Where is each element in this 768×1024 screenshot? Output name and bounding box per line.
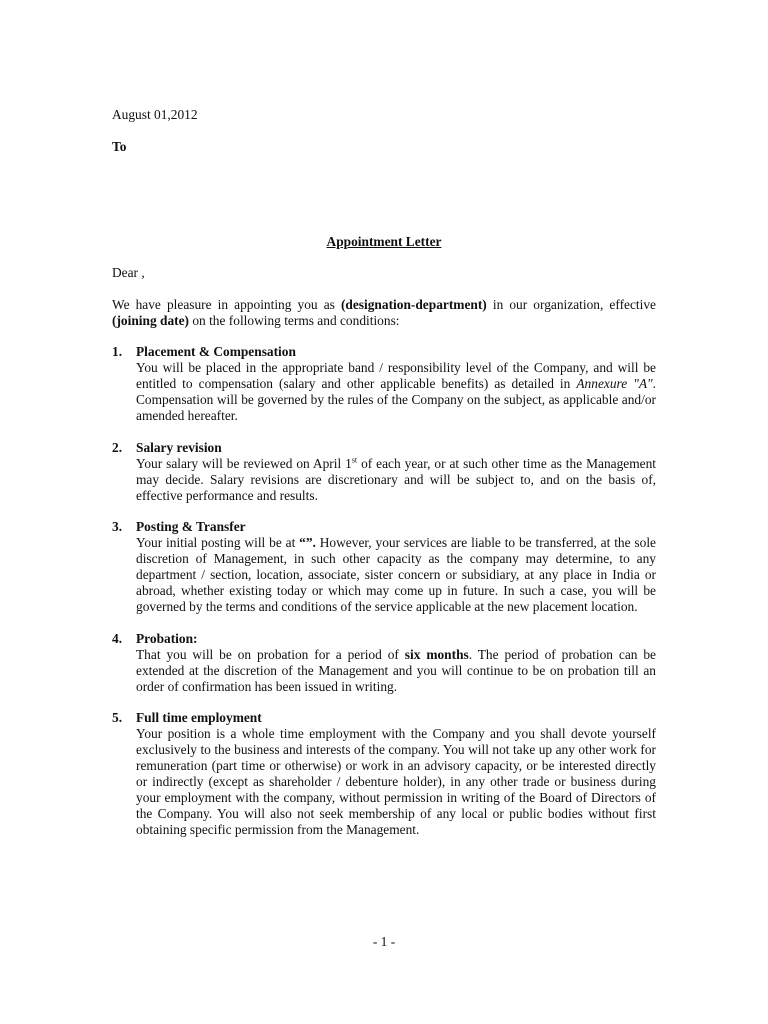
probation-period: six months [404,647,469,662]
clause-body [136,456,656,504]
clause-text: . The period of probation can be extended at the discretion of the Management and you will continue to be on probation till an order of confirmation has been issued in writing. [136,647,656,694]
clause-number: 2. [112,440,123,455]
letter-subject: Appointment Letter [326,234,442,249]
clause-text: That you will be on probation for a period of [136,647,405,662]
salutation: Dear , [112,265,145,280]
clause-text: of each year, or at such other time as the Management may decide. Salary revisions are discretionary and will be subject to, and on the basis of, effective performance and results. [136,456,656,503]
designation-placeholder: (designation-department) [340,297,487,312]
clause-probation [112,631,656,695]
recipient-label: To [112,139,127,154]
clause-title: Posting & Transfer [136,519,246,534]
intro-text-3: on the following terms and conditions: [189,313,400,328]
intro-text-2: in our organization, effective [486,297,657,312]
clause-number: 3. [112,519,123,534]
letter-date: August 01,2012 [112,107,198,122]
page-number: - 1 - [372,934,396,949]
clause-title: Salary revision [136,440,222,455]
clause-title: Full time employment [136,710,262,725]
clause-number: 1. [112,344,123,359]
clause-title: Probation: [136,631,198,646]
posting-location-placeholder: “”. [299,535,316,550]
clause-body: Your position is a whole time employment with the Company and you shall devote yourself exclusively to the business and interests of the company. You will not take up any other work for remuneration (part time or otherwise) or work in an advisory capacity, or be interested directly or indirectly (except as shareholder / debenture holder), in any other trade or business during your employment with the company, without permission in writing of the Board of Directors of the Company. You will also not seek membership of any local or public bodies without first obtaining specific permission from the Management. [136,726,656,837]
clause-text: Your initial posting will be at [136,535,300,550]
clause-number: 5. [112,710,123,725]
ordinal-suffix: st [351,455,358,465]
clause-salary-revision [112,440,656,504]
clause-text: However, your services are liable to be transferred, at the sole discretion of Management, in such other capacity as the company may determine, to any department / section, location, associate, sister concern or subsidiary, at any place in India or abroad, whether existing today or which may come up in future. In such a case, you will be governed by the terms and conditions of the service applicable at the new placement location. [136,535,656,614]
intro-text-1: We have pleasure in appointing you as [112,297,341,312]
clause-number: 4. [112,631,123,646]
annexure-reference: Annexure "A" [576,376,653,391]
clause-text: Your salary will be reviewed on April 1 [136,456,352,471]
clause-title: Placement & Compensation [136,344,296,359]
joining-date-placeholder: (joining date) [112,313,189,328]
clause-body [136,360,656,424]
intro-paragraph [112,297,656,329]
clause-body [136,535,656,615]
clause-body [136,647,656,695]
clause-posting-transfer [112,519,656,615]
clause-text: . Compensation will be governed by the rules of the Company on the subject, as applicable and/or amended hereafter. [136,376,656,423]
clause-full-time-employment [112,710,656,838]
clause-text: You will be placed in the appropriate band / responsibility level of the Company, and will be entitled to compensation (salary and other applicable benefits) as detailed in [136,360,656,391]
clause-placement [112,344,656,424]
